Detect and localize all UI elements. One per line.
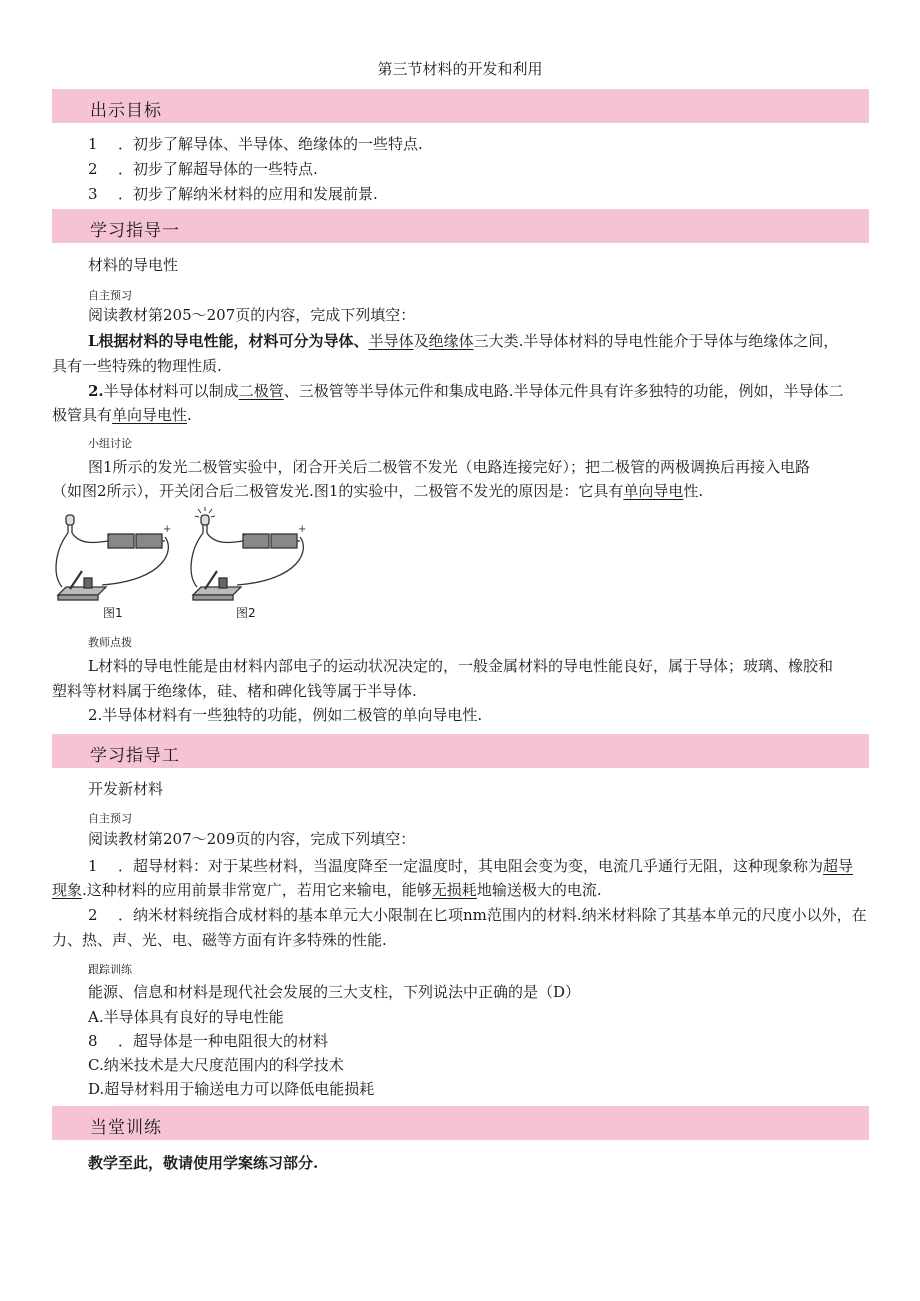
subsection-label: 跟踪训练 (88, 963, 132, 976)
objective-item: 3 ．初步了解纳米材料的应用和发展前景. (88, 185, 378, 203)
blank-answer: 绝缘体 (428, 332, 474, 350)
blank-answer: 无损耗 (431, 881, 477, 899)
option-c: C.纳米技术是大尺度范围内的科学技术 (88, 1056, 344, 1074)
figure-label: 图1 (103, 606, 123, 620)
blank-answer: 单向导电性 (112, 406, 188, 424)
svg-text:+: + (298, 524, 307, 535)
paragraph-line: 1 ．超导材料：对于某些材料，当温度降至一定温度时，其电阻会变为变，电流几乎通行无阻，这种现象称为超导 (88, 857, 854, 875)
paragraph-line: 极管具有单向导电性. (52, 406, 192, 424)
subsection-label: 小组讨论 (88, 437, 132, 450)
paragraph-line: 2.半导体材料可以制成二极管、三极管等半导体元件和集成电路.半导体元件具有许多独特的功能，例如，半导体二 (88, 382, 844, 400)
paragraph-line: 图1所示的发光二极管实验中，闭合开关后二极管不发光（电路连接完好）；把二极管的两极调换后再接入电路 (88, 458, 811, 476)
section-band-guide-2 (52, 734, 869, 768)
svg-text:+: + (163, 524, 172, 535)
figure-label: 图2 (236, 606, 256, 620)
option-b: 8 ．超导体是一种电阻很大的材料 (88, 1032, 329, 1050)
blank-answer: 现象 (52, 881, 83, 899)
topic-title: 材料的导电性 (88, 256, 179, 274)
subsection-label: 教师点拨 (88, 636, 132, 649)
paragraph-line: 具有一些特殊的物理性质. (52, 357, 222, 375)
option-a: A.半导体具有良好的导电性能 (88, 1008, 284, 1026)
subsection-label: 自主预习 (88, 289, 132, 302)
paragraph-line: （如图2所示），开关闭合后二极管发光.图1的实验中，二极管不发光的原因是：它具有单向导电性. (52, 482, 704, 500)
blank-answer: 半导体 (368, 332, 414, 350)
closing-note: 教学至此，敬请使用学案练习部分. (88, 1154, 319, 1172)
section-heading: 学习指导工 (90, 746, 180, 766)
objective-item: 2 ．初步了解超导体的一些特点. (88, 160, 318, 178)
objective-item: 1 ．初步了解导体、半导体、绝缘体的一些特点. (88, 135, 423, 153)
section-heading: 当堂训练 (90, 1118, 162, 1138)
paragraph-line: 现象.这种材料的应用前景非常宽广，若用它来输电，能够无损耗地输送极大的电流. (52, 881, 602, 899)
paragraph-line: 塑料等材料属于绝缘体，硅、楮和碑化钱等属于半导体. (52, 682, 417, 700)
circuit-figure-2 (185, 505, 310, 620)
svg-text:-: - (107, 530, 111, 541)
section-heading: 学习指导一 (90, 221, 180, 241)
option-d: D.超导材料用于输送电力可以降低电能损耗 (88, 1080, 375, 1098)
section-band-guide-1 (52, 209, 869, 243)
subsection-label: 自主预习 (88, 812, 132, 825)
topic-title: 开发新材料 (88, 780, 164, 798)
preview-intro: 阅读教材第205～207页的内容，完成下列填空： (88, 306, 416, 324)
paragraph-line: L根据材料的导电性能，材料可分为导体、半导体及绝缘体三大类.半导体材料的导电性能介于导体与绝缘体之间， (88, 332, 839, 350)
blank-answer: 二极管 (238, 382, 284, 400)
blank-answer: 超导 (823, 857, 854, 875)
page-title: 第三节材料的开发和利用 (377, 60, 543, 78)
paragraph-line: 2 ．纳米材料统指合成材料的基本单元大小限制在匕项nm范围内的材料.纳米材料除了其基本单元的尺度小以外，在 (88, 906, 867, 924)
circuit-figure-1 (50, 505, 175, 620)
paragraph-line: L材料的导电性能是由材料内部电子的运动状况决定的，一般金属材料的导电性能良好，属于导体；玻璃、橡胶和 (88, 657, 833, 675)
section-band-objectives (52, 89, 869, 123)
section-heading: 出示目标 (90, 101, 162, 121)
preview-intro: 阅读教材第207～209页的内容，完成下列填空： (88, 830, 416, 848)
paragraph-line: 力、热、声、光、电、磁等方面有许多特殊的性能. (52, 931, 387, 949)
question-text: 能源、信息和材料是现代社会发展的三大支柱，下列说法中正确的是（D） (88, 983, 581, 1001)
blank-answer: 单向导电 (623, 482, 684, 500)
svg-text:-: - (242, 530, 246, 541)
section-band-practice (52, 1106, 869, 1140)
paragraph-line: 2.半导体材料有一些独特的功能，例如二极管的单向导电性. (88, 706, 483, 724)
